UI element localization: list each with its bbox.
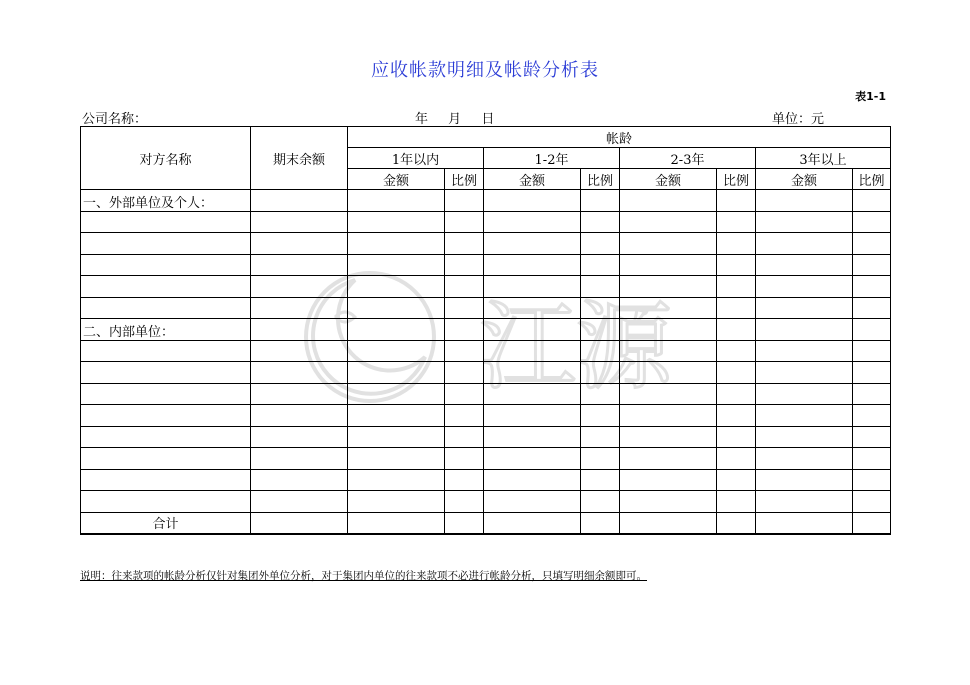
table-cell — [620, 211, 717, 233]
table-cell — [348, 211, 445, 233]
table-cell — [445, 448, 484, 470]
table-cell — [484, 319, 581, 341]
table-cell — [620, 362, 717, 384]
table-cell — [620, 190, 717, 212]
table-cell — [620, 469, 717, 491]
table-cell — [717, 512, 756, 534]
table-cell — [717, 448, 756, 470]
table-cell — [484, 383, 581, 405]
table-cell — [853, 362, 891, 384]
table-cell — [620, 426, 717, 448]
table-row — [81, 448, 891, 470]
table-cell — [251, 383, 348, 405]
table-cell — [717, 469, 756, 491]
table-cell — [445, 190, 484, 212]
unit-label: 单位：元 — [772, 112, 825, 127]
table-cell — [445, 319, 484, 341]
table-row — [81, 211, 891, 233]
table-cell — [251, 362, 348, 384]
table-cell — [620, 233, 717, 255]
table-cell — [348, 469, 445, 491]
header-bucket-4: 3年以上 — [756, 148, 891, 169]
table-cell — [81, 405, 251, 427]
table-cell — [251, 491, 348, 513]
table-cell — [251, 319, 348, 341]
table-cell — [484, 233, 581, 255]
table-cell — [445, 362, 484, 384]
table-cell — [484, 426, 581, 448]
table-cell — [620, 340, 717, 362]
table-cell — [445, 383, 484, 405]
table-cell — [853, 448, 891, 470]
header-ratio: 比例 — [853, 169, 891, 190]
table-cell — [756, 426, 853, 448]
table-cell — [853, 233, 891, 255]
table-cell — [251, 190, 348, 212]
header-ending-balance: 期末余额 — [251, 127, 348, 190]
table-cell — [853, 383, 891, 405]
table-body — [81, 190, 891, 535]
table-cell — [81, 448, 251, 470]
table-cell — [251, 233, 348, 255]
header-bucket-1: 1年以内 — [348, 148, 484, 169]
table-cell — [853, 491, 891, 513]
table-cell — [620, 512, 717, 534]
total-row — [81, 512, 891, 534]
table-cell — [620, 297, 717, 319]
table-cell — [581, 512, 620, 534]
table-cell — [756, 405, 853, 427]
table-cell — [620, 319, 717, 341]
table-cell — [251, 254, 348, 276]
table-cell — [756, 319, 853, 341]
table-cell — [484, 190, 581, 212]
table-cell — [717, 426, 756, 448]
table-cell — [251, 211, 348, 233]
table-cell — [484, 491, 581, 513]
company-name-label: 公司名称： — [82, 112, 148, 127]
table-row — [81, 233, 891, 255]
table-cell — [81, 383, 251, 405]
table-cell — [581, 340, 620, 362]
table-cell — [348, 405, 445, 427]
table-cell — [484, 340, 581, 362]
table-cell — [756, 469, 853, 491]
table-cell — [853, 512, 891, 534]
table-cell — [853, 297, 891, 319]
table-cell — [581, 319, 620, 341]
table-cell — [581, 211, 620, 233]
table-cell — [348, 362, 445, 384]
table-cell — [484, 512, 581, 534]
table-cell — [717, 190, 756, 212]
table-cell — [581, 297, 620, 319]
table-cell — [756, 233, 853, 255]
table-cell — [581, 233, 620, 255]
day-label: 日 — [481, 112, 495, 127]
table-cell — [348, 297, 445, 319]
header-bucket-3: 2-3年 — [620, 148, 756, 169]
table-cell — [853, 426, 891, 448]
table-cell — [756, 448, 853, 470]
table-cell — [717, 276, 756, 298]
table-cell — [581, 469, 620, 491]
table-cell — [581, 426, 620, 448]
table-cell — [756, 491, 853, 513]
table-cell — [81, 491, 251, 513]
table-cell — [717, 405, 756, 427]
table-cell — [853, 319, 891, 341]
table-number: 表1-1 — [855, 90, 886, 103]
table-row — [81, 491, 891, 513]
table-cell — [251, 426, 348, 448]
table-row — [81, 469, 891, 491]
table-cell — [445, 512, 484, 534]
table-row — [81, 362, 891, 384]
table-cell — [620, 254, 717, 276]
table-cell — [581, 383, 620, 405]
table-cell — [251, 405, 348, 427]
table-cell — [484, 448, 581, 470]
header-amount: 金额 — [620, 169, 717, 190]
table-cell — [348, 319, 445, 341]
section-label: 二、内部单位： — [81, 319, 251, 341]
table-cell — [445, 211, 484, 233]
table-cell — [81, 254, 251, 276]
table-cell — [81, 362, 251, 384]
table-cell — [484, 405, 581, 427]
table-cell — [717, 254, 756, 276]
table-cell — [348, 448, 445, 470]
table-cell — [717, 362, 756, 384]
table-row — [81, 254, 891, 276]
table-cell — [484, 362, 581, 384]
month-label: 月 — [448, 112, 462, 127]
table-cell — [348, 276, 445, 298]
table-cell — [756, 512, 853, 534]
section-label: 一、外部单位及个人： — [81, 190, 251, 212]
table-cell — [81, 426, 251, 448]
table-cell — [348, 383, 445, 405]
page-title: 应收帐款明细及帐龄分析表 — [371, 60, 599, 81]
table-cell — [251, 469, 348, 491]
table-cell — [251, 448, 348, 470]
aging-table — [80, 126, 891, 535]
table-cell — [756, 211, 853, 233]
table-cell — [445, 297, 484, 319]
table-cell — [445, 491, 484, 513]
table-cell — [81, 469, 251, 491]
table-cell — [251, 297, 348, 319]
table-cell — [445, 405, 484, 427]
total-label: 合计 — [81, 512, 251, 534]
header-aging: 帐龄 — [348, 127, 891, 148]
table-cell — [81, 211, 251, 233]
table-cell — [853, 254, 891, 276]
table-cell — [484, 469, 581, 491]
table-cell — [717, 383, 756, 405]
watermark-text: 江源 — [480, 291, 672, 403]
header-amount: 金额 — [484, 169, 581, 190]
table-cell — [620, 448, 717, 470]
table-cell — [620, 491, 717, 513]
table-cell — [348, 233, 445, 255]
footnote: 说明：往来款项的帐龄分析仅针对集团外单位分析，对于集团内单位的往来款项不必进行帐龄分析，只填写明细余额即可。 — [80, 570, 647, 582]
section-row — [81, 190, 891, 212]
table-cell — [853, 190, 891, 212]
table-cell — [756, 276, 853, 298]
header-ratio: 比例 — [717, 169, 756, 190]
table-cell — [251, 340, 348, 362]
table-cell — [484, 211, 581, 233]
table-cell — [853, 340, 891, 362]
table-row — [81, 276, 891, 298]
table-cell — [717, 491, 756, 513]
table-cell — [348, 491, 445, 513]
table-cell — [81, 233, 251, 255]
table-cell — [756, 362, 853, 384]
table-cell — [445, 469, 484, 491]
table-cell — [348, 340, 445, 362]
table-cell — [251, 512, 348, 534]
table-cell — [81, 340, 251, 362]
table-cell — [756, 340, 853, 362]
table-cell — [484, 297, 581, 319]
table-cell — [348, 190, 445, 212]
table-cell — [348, 254, 445, 276]
table-cell — [445, 340, 484, 362]
date-line — [415, 108, 510, 127]
table-cell — [620, 405, 717, 427]
table-cell — [581, 190, 620, 212]
table-cell — [581, 491, 620, 513]
table-cell — [81, 276, 251, 298]
table-cell — [348, 512, 445, 534]
table-cell — [348, 426, 445, 448]
table-cell — [717, 297, 756, 319]
table-cell — [853, 211, 891, 233]
table-cell — [756, 254, 853, 276]
table-cell — [853, 469, 891, 491]
table-cell — [717, 211, 756, 233]
table-cell — [581, 276, 620, 298]
table-cell — [717, 233, 756, 255]
table-cell — [853, 405, 891, 427]
table-cell — [581, 362, 620, 384]
table-row — [81, 340, 891, 362]
table-cell — [445, 426, 484, 448]
header-amount: 金额 — [348, 169, 445, 190]
section-row — [81, 319, 891, 341]
table-cell — [620, 383, 717, 405]
table-cell — [756, 190, 853, 212]
table-cell — [581, 254, 620, 276]
table-cell — [484, 276, 581, 298]
table-cell — [251, 276, 348, 298]
table-cell — [717, 319, 756, 341]
table-cell — [581, 448, 620, 470]
table-cell — [756, 297, 853, 319]
table-row — [81, 297, 891, 319]
table-cell — [81, 297, 251, 319]
header-ratio: 比例 — [445, 169, 484, 190]
table-cell — [445, 233, 484, 255]
table-cell — [581, 405, 620, 427]
table-cell — [756, 383, 853, 405]
table-row — [81, 426, 891, 448]
table-cell — [484, 254, 581, 276]
table-cell — [620, 276, 717, 298]
header-ratio: 比例 — [581, 169, 620, 190]
header-counterparty: 对方名称 — [81, 127, 251, 190]
table-row — [81, 383, 891, 405]
table-cell — [445, 254, 484, 276]
header-bucket-2: 1-2年 — [484, 148, 620, 169]
table-cell — [445, 276, 484, 298]
header-amount: 金额 — [756, 169, 853, 190]
table-row — [81, 405, 891, 427]
table-cell — [717, 340, 756, 362]
year-label: 年 — [415, 112, 429, 127]
table-cell — [853, 276, 891, 298]
